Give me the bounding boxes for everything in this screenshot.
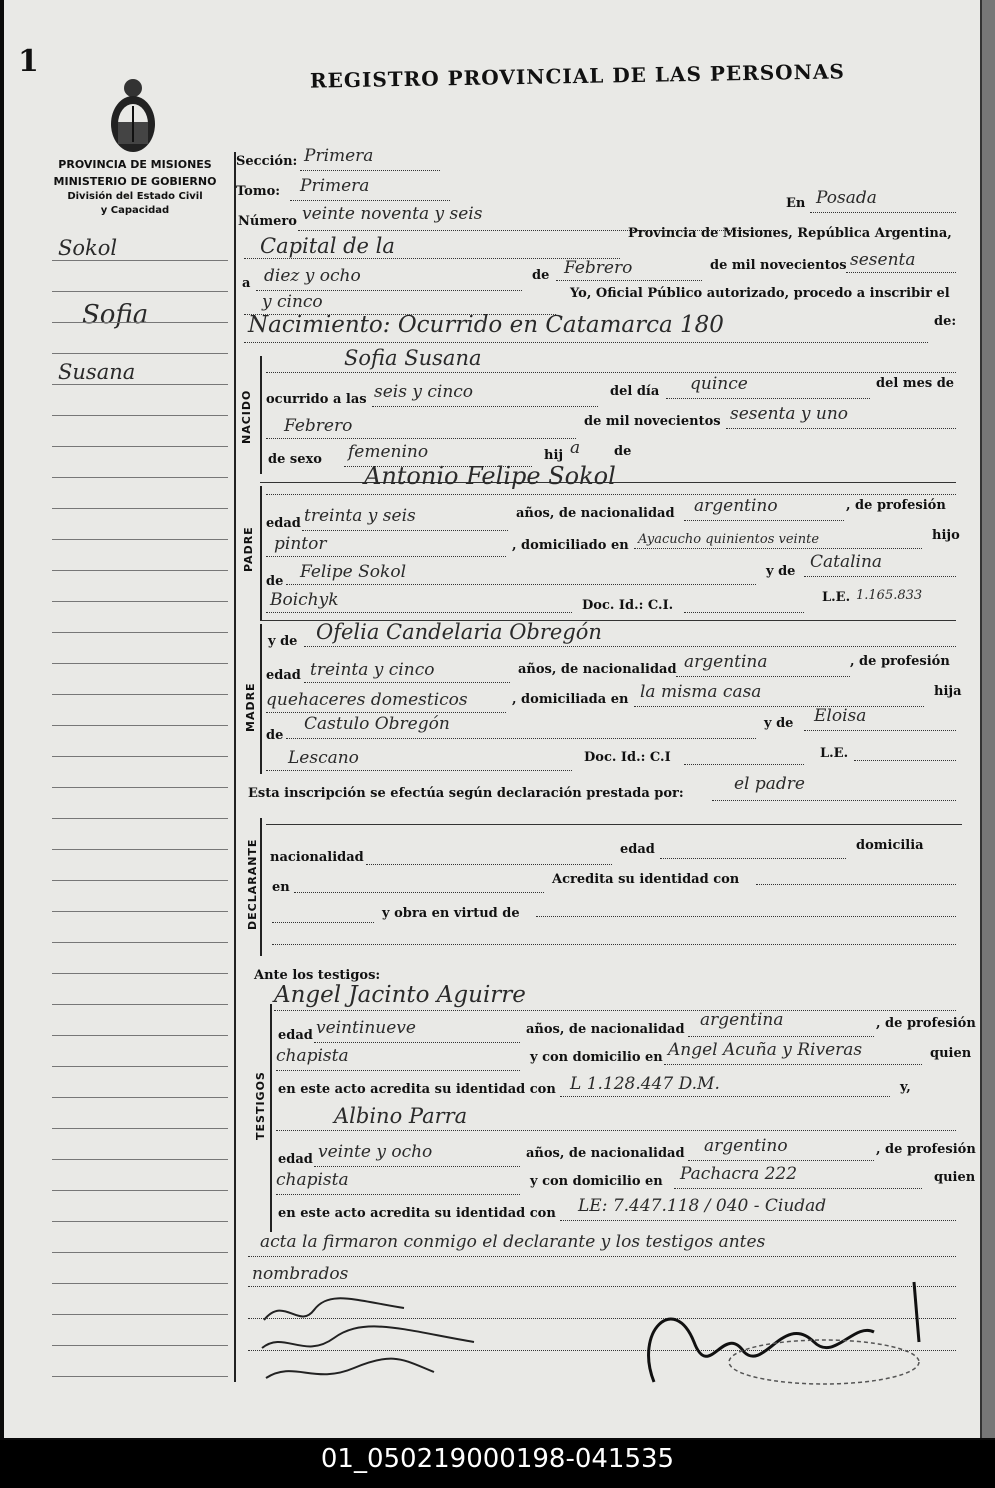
provincia-label: Provincia de Misiones, República Argentina, (628, 226, 952, 241)
madre-prof-label: , de profesión (850, 654, 950, 669)
padre-prof-value: pintor (274, 534, 327, 554)
seccion-label: Sección: (236, 154, 298, 169)
madre-hija-label: hija (934, 684, 962, 699)
testigo2-dom-value: Pachacra 222 (680, 1164, 798, 1184)
madre-nac-label: años, de nacionalidad (518, 662, 677, 677)
t1-quien-label: quien (930, 1046, 972, 1061)
column-divider (234, 152, 236, 1382)
testigo1-dom-value: Angel Acuña y Riveras (668, 1040, 863, 1060)
decl-domicilia-label: domicilia (856, 838, 924, 853)
testigos-side-label: TESTIGOS (254, 1071, 267, 1140)
decl-acredita-label: Acredita su identidad con (552, 872, 740, 887)
anio2-value: y cinco (262, 292, 323, 312)
cierre-line1: acta la firmaron conmigo el declarante y los testigos antes (260, 1232, 766, 1252)
margin-rule-line (52, 539, 228, 540)
testigo2-edad-value: veinte y ocho (318, 1142, 433, 1162)
padre-prof-label: , de profesión (846, 498, 946, 513)
madre-madre2-value: Lescano (288, 748, 359, 768)
t1-prof-label: , de profesión (876, 1016, 976, 1031)
testigo1-nac-value: argentina (700, 1010, 784, 1030)
margin-middle-name: Susana (58, 360, 136, 384)
acta-value: Nacimiento: Ocurrido en Catamarca 180 (248, 312, 724, 338)
madre-edad-value: treinta y cinco (310, 660, 435, 680)
padre-doc-label: Doc. Id.: C.I. (582, 598, 674, 613)
en-value: Posada (816, 188, 877, 208)
margin-rule-line (52, 601, 228, 602)
t2-prof-label: , de profesión (876, 1142, 976, 1157)
margin-rule-line (52, 632, 228, 633)
document-title: REGISTRO PROVINCIAL DE LAS PERSONAS (309, 59, 846, 93)
office-division: División del Estado Civil (67, 191, 203, 202)
t1-nac-label: años, de nacionalidad (526, 1022, 685, 1037)
margin-rule-line (52, 725, 228, 726)
national-coat-of-arms-icon (104, 72, 162, 156)
margin-rule-line (52, 508, 228, 509)
del-mes-label: del mes de (876, 376, 955, 391)
witness-signatures (254, 1290, 494, 1390)
margin-rule-line (52, 1066, 228, 1067)
office-ministry: MINISTERIO DE GOBIERNO (53, 175, 217, 188)
margin-rule-line (52, 446, 228, 447)
padre-de-label: de (266, 574, 284, 589)
nacido-side-label: NACIDO (240, 389, 253, 444)
decl-nac-label: nacionalidad (270, 850, 364, 865)
padre-hijo-label: hijo (932, 528, 960, 543)
margin-rule-line (52, 849, 228, 850)
testigo2-prof-value: chapista (276, 1170, 349, 1190)
sexo-label: de sexo (268, 452, 322, 467)
margin-rule-line (52, 1314, 228, 1315)
margin-rule-line (52, 911, 228, 912)
declarante-side-label: DECLARANTE (246, 838, 259, 930)
ante-testigos-label: Ante los testigos: (254, 968, 381, 983)
t1-dom-label: y con domicilio en (530, 1050, 663, 1065)
sexo-value: femenino (348, 442, 429, 462)
margin-rule-line (52, 570, 228, 571)
page-number: 1 (18, 44, 39, 79)
madre-y-de-label: y de (268, 634, 298, 649)
madre-madre-value: Eloisa (814, 706, 867, 726)
margin-rule-line (52, 1376, 228, 1377)
mes-value: Febrero (564, 258, 633, 278)
padre-nac-value: argentino (694, 496, 778, 516)
madre-doc-label: Doc. Id.: C.I (584, 750, 671, 765)
margin-rule-line (52, 694, 228, 695)
decl-en-label: en (272, 880, 290, 895)
margin-rule-line (52, 1097, 228, 1098)
official-signature (614, 1262, 944, 1402)
de-mil2-label: de mil novecientos (584, 414, 721, 429)
hij-suffix-value: a (570, 438, 581, 458)
testigo1-prof-value: chapista (276, 1046, 349, 1066)
declarante-value: el padre (734, 774, 805, 794)
madre-side-label: MADRE (244, 682, 257, 732)
numero-label: Número (238, 214, 297, 229)
margin-first-name: Sofia (82, 300, 149, 330)
testigo2-nombre-value: Albino Parra (334, 1104, 468, 1128)
book-spine (982, 0, 995, 1438)
del-dia-label: del día (610, 384, 660, 399)
testigo2-id-value: LE: 7.447.118 / 040 - Ciudad (578, 1196, 827, 1216)
decl-obra-label: y obra en virtud de (382, 906, 520, 921)
padre-dom-value: Ayacucho quinientos veinte (638, 532, 820, 547)
t2-dom-label: y con domicilio en (530, 1174, 663, 1189)
margin-rule-line (52, 322, 228, 323)
t2-nac-label: años, de nacionalidad (526, 1146, 685, 1161)
numero-value: veinte noventa y seis (302, 204, 483, 224)
decl-edad-label: edad (620, 842, 655, 857)
hij-de-label: de (614, 444, 632, 459)
t1-edad-label: edad (278, 1028, 313, 1043)
t1-acto-label: en este acto acredita su identidad con (278, 1082, 556, 1097)
anio-value: sesenta (850, 250, 916, 270)
margin-rule-line (52, 353, 228, 354)
margin-rule-line (52, 1345, 228, 1346)
padre-padre-value: Felipe Sokol (300, 562, 407, 582)
madre-y-de-label2: y de (764, 716, 794, 731)
margin-rule-line (52, 973, 228, 974)
padre-le-value: 1.165.833 (856, 588, 923, 603)
t2-quien-label: quien (934, 1170, 976, 1185)
de-colon-label: de: (934, 314, 957, 329)
cierre-line2: nombrados (252, 1264, 349, 1284)
anio-nac-value: sesenta y uno (730, 404, 849, 424)
tomo-value: Primera (300, 176, 370, 196)
margin-rule-line (52, 1004, 228, 1005)
margin-rule-line (52, 291, 228, 292)
testigo1-edad-value: veintinueve (316, 1018, 416, 1038)
margin-rule-line (52, 1283, 228, 1284)
madre-dom-label: , domiciliada en (512, 692, 629, 707)
margin-rule-line (52, 818, 228, 819)
madre-nombre-value: Ofelia Candelaria Obregón (316, 620, 602, 644)
madre-le-label: L.E. (820, 746, 849, 761)
padre-edad-value: treinta y seis (304, 506, 416, 526)
margin-rule-line (52, 384, 228, 385)
nombre-value: Sofia Susana (344, 346, 482, 370)
ocurrido-label: ocurrido a las (266, 392, 367, 407)
de-label: de (532, 268, 550, 283)
margin-rule-line (52, 1221, 228, 1222)
padre-dom-label: , domiciliado en (512, 538, 629, 553)
margin-rule-line (52, 1190, 228, 1191)
margin-rule-line (52, 477, 228, 478)
office-capacity: y Capacidad (100, 205, 170, 216)
declaracion-label: Esta inscripción se efectúa según declaración prestada por: (248, 786, 684, 801)
madre-padre-value: Castulo Obregón (304, 714, 450, 734)
document-page (4, 0, 983, 1438)
madre-de-label: de (266, 728, 284, 743)
de-mil-label: de mil novecientos (710, 258, 847, 273)
padre-side-label: PADRE (242, 526, 255, 572)
hora-value: seis y cinco (374, 382, 474, 402)
margin-surname: Sokol (58, 236, 118, 260)
seccion-value: Primera (304, 146, 374, 166)
madre-prof-value: quehaceres domesticos (266, 690, 468, 710)
a-label: a (242, 276, 251, 291)
hij-label: hij (544, 448, 564, 463)
madre-nac-value: argentina (684, 652, 768, 672)
padre-nac-label: años, de nacionalidad (516, 506, 675, 521)
office-province: PROVINCIA DE MISIONES (58, 158, 212, 171)
padre-edad-label: edad (266, 516, 301, 531)
madre-dom-value: la misma casa (640, 682, 762, 702)
madre-edad-label: edad (266, 668, 301, 683)
dia-value: diez y ocho (264, 266, 361, 286)
dia-nac-value: quince (690, 374, 748, 394)
tomo-label: Tomo: (236, 184, 281, 199)
testigo1-nombre-value: Angel Jacinto Aguirre (274, 982, 526, 1008)
padre-nombre-value: Antonio Felipe Sokol (364, 462, 616, 490)
margin-notes-column (52, 232, 228, 1382)
margin-rule-line (52, 1035, 228, 1036)
margin-rule-line (52, 663, 228, 664)
t2-edad-label: edad (278, 1152, 313, 1167)
testigo2-nac-value: argentino (704, 1136, 788, 1156)
margin-rule-line (52, 1128, 228, 1129)
margin-rule-line (52, 1159, 228, 1160)
t2-acto-label: en este acto acredita su identidad con (278, 1206, 556, 1221)
margin-rule-line (52, 260, 228, 261)
padre-madre2-value: Boichyk (270, 590, 339, 610)
padre-le-label: L.E. (822, 590, 851, 605)
margin-rule-line (52, 415, 228, 416)
oficial-label: Yo, Oficial Público autorizado, procedo a inscribir el (570, 286, 950, 301)
mes-nac-value: Febrero (284, 416, 353, 436)
margin-rule-line (52, 1252, 228, 1253)
margin-rule-line (52, 942, 228, 943)
margin-rule-line (52, 787, 228, 788)
testigo1-id-value: L 1.128.447 D.M. (570, 1074, 720, 1094)
ciudad-value: Capital de la (260, 234, 395, 258)
margin-rule-line (52, 880, 228, 881)
en-label: En (786, 196, 806, 211)
margin-rule-line (52, 756, 228, 757)
padre-madre-value: Catalina (810, 552, 883, 572)
t1-y-label: y, (900, 1080, 911, 1095)
issuing-office (44, 156, 226, 218)
scan-id-footer: 01_050219000198-041535 (0, 1440, 995, 1488)
padre-y-de-label: y de (766, 564, 796, 579)
